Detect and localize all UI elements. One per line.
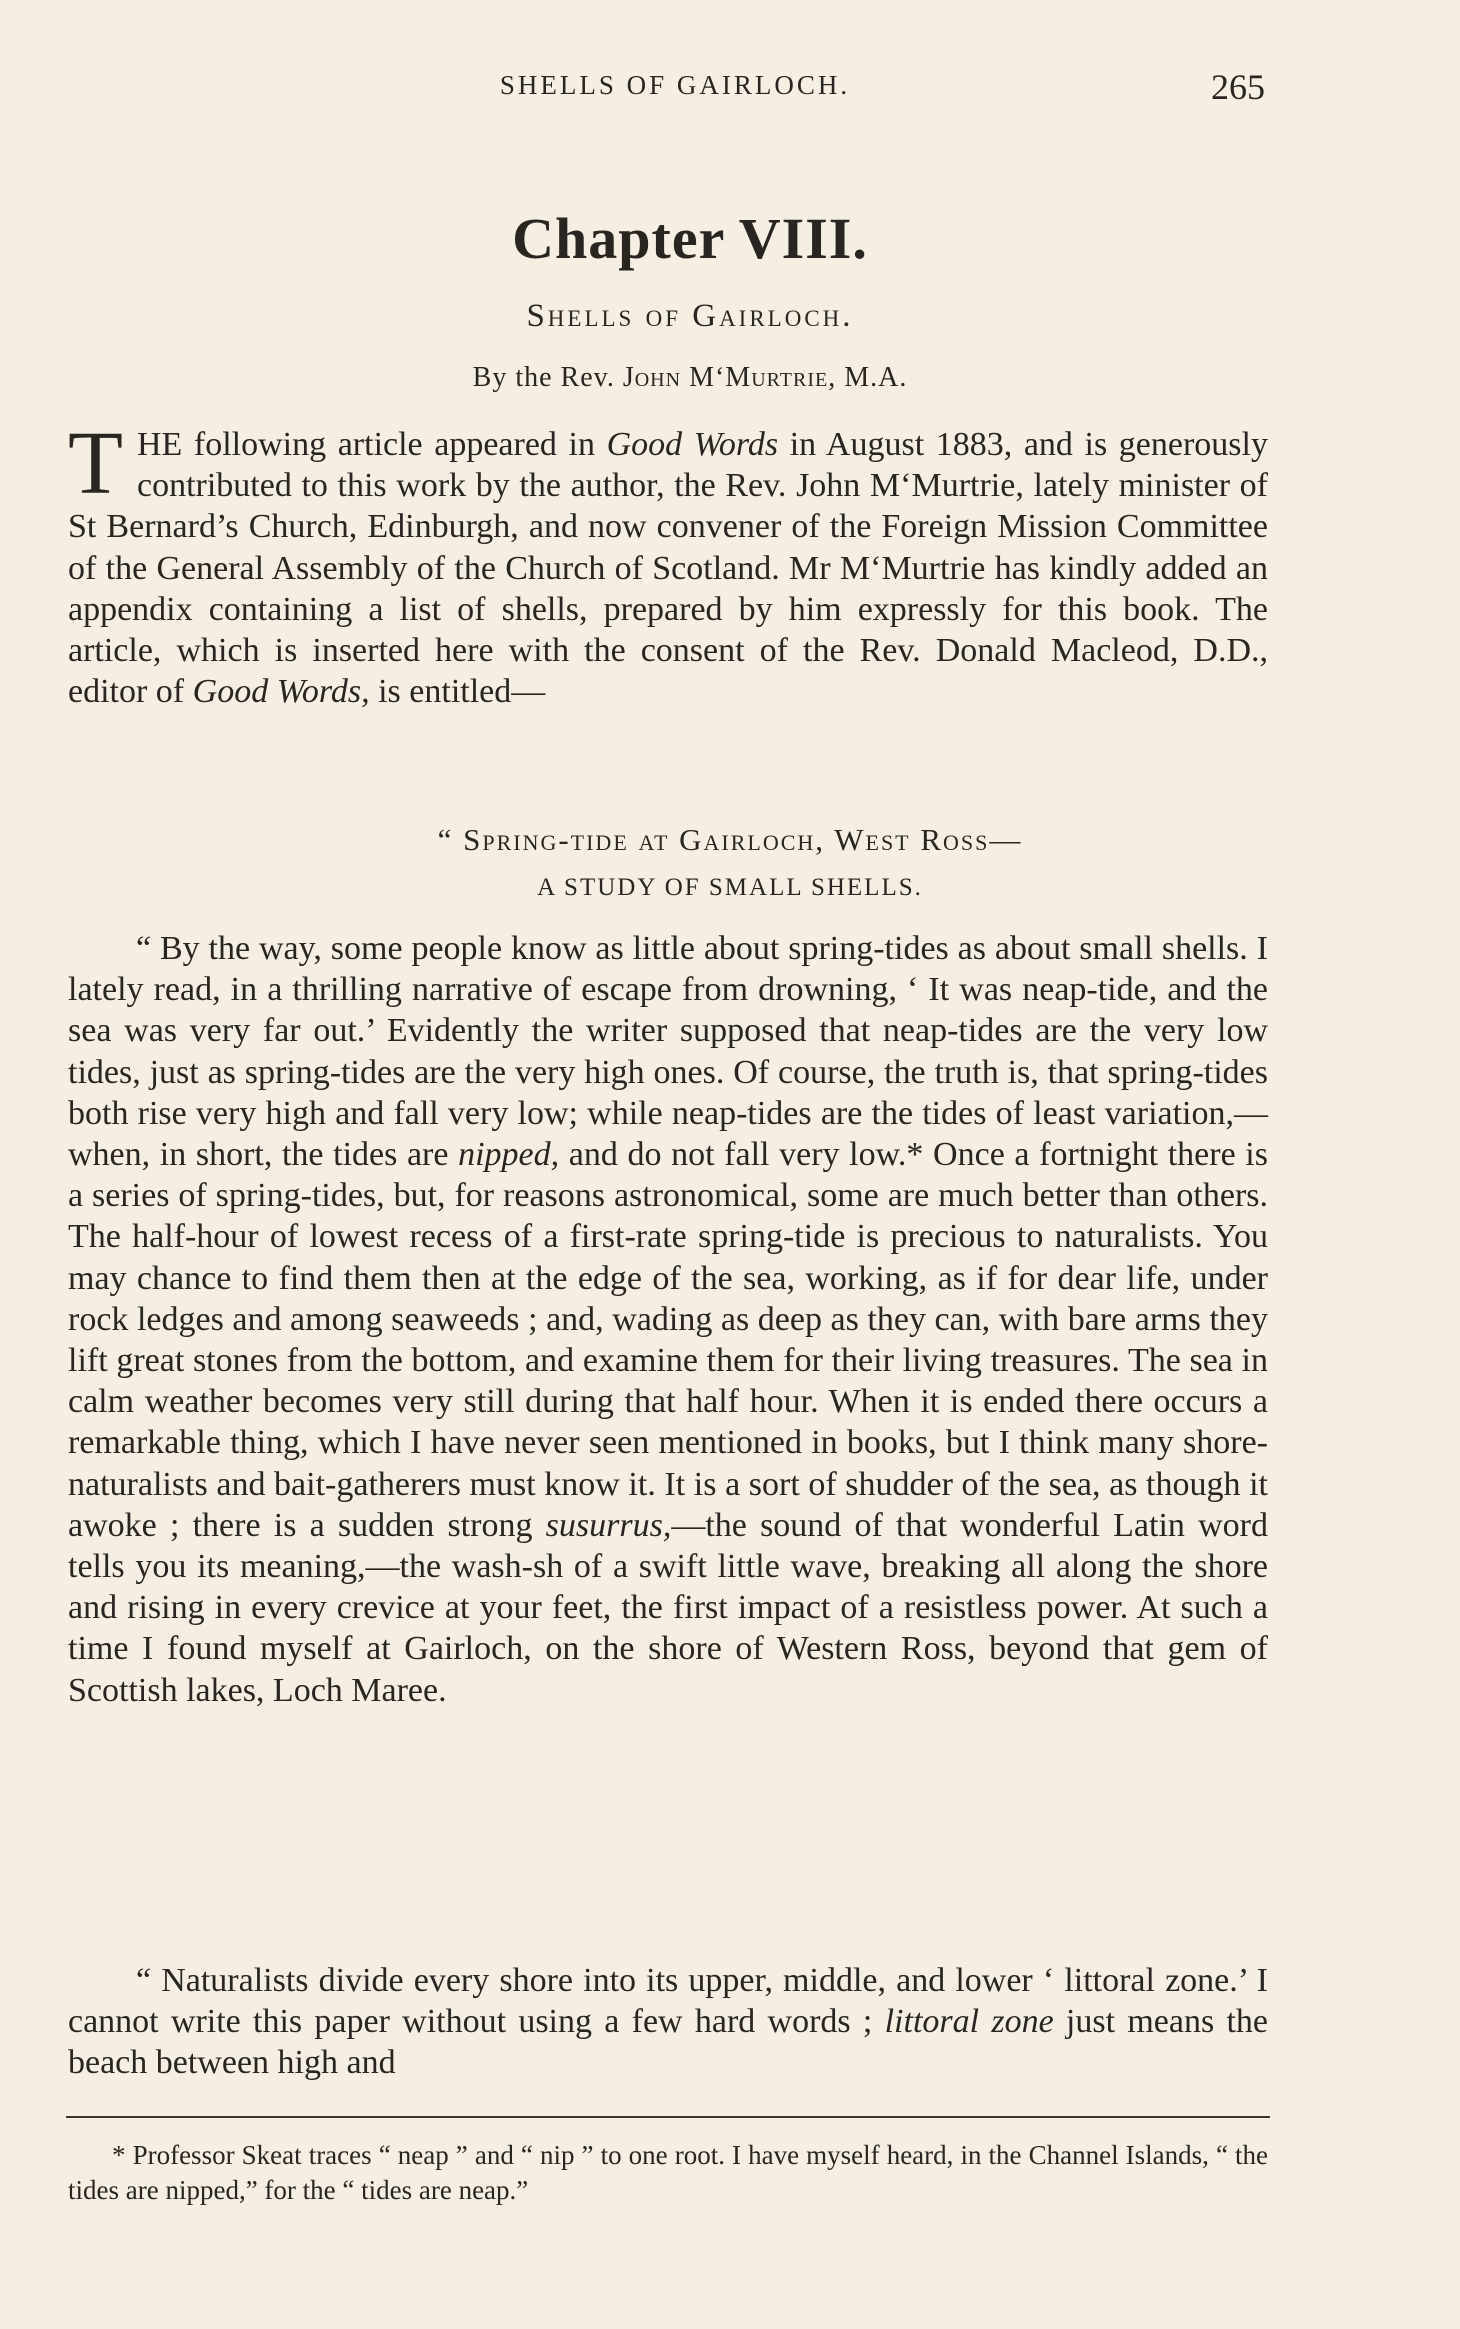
footnote [68, 2138, 1268, 2208]
paragraph-1-part-2: and do not fall very low.* Once a fortnight there is a series of spring-tides, but, for reasons astronomical, some are much better than others. The half-hour of lowest recess of a first-rate spring-tide is precious to naturalists. You may chance to find them then at the edge of the sea, working, as if for dear life, under rock ledges and among seaweeds ; and, wading as deep as they can, with bare arms they lift great stones from the bottom, and examine them for their living treasures. The sea in calm weather becomes very still during that half hour. When it is ended there occurs a remarkable thing, which I have never seen mentioned in books, but I think many shore-naturalists and bait-gatherers must know it. It is a sort of shudder of the sea, as though it awoke ; there is a sudden strong [68, 1136, 1268, 1544]
page-number: 265 [1211, 67, 1265, 107]
footnote-divider [66, 2116, 1270, 2118]
article-paragraph-2 [68, 1960, 1268, 2084]
paragraph-1-part-1: “ By the way, some people know as little about spring-tides as about small shells. I lately read, in a thrilling narrative of escape from drowning, ‘ It was neap-tide, and the sea was very far out.’ Evidently the writer supposed that neap-tides are the very low tides, just as spring-tides are the very high ones. Of course, the truth is, that spring-tides both rise very high and fall very low; while neap-tides are the tides of least variation,—when, in short, the tides are [68, 930, 1268, 1174]
footnote-marker: * [112, 2140, 126, 2170]
publication-title: Good Words, [192, 673, 370, 711]
italic-term: littoral zone [884, 2003, 1054, 2041]
paragraph-text [68, 1960, 1268, 2084]
intro-text-3: is entitled— [369, 673, 546, 711]
article-subtitle: A STUDY OF SMALL SHELLS. [537, 874, 923, 901]
italic-term: nipped, [458, 1136, 560, 1174]
page-header [0, 62, 1460, 112]
paragraph-text [68, 928, 1268, 1711]
byline-author: John M‘Murtrie, M.A. [622, 362, 908, 393]
footnote-text: Professor Skeat traces “ neap ” and “ nip ” to one root. I have myself heard, in the Channel Islands, “ the tides are nipped,” for the “ tides are neap.” [68, 2140, 1269, 2205]
byline [0, 362, 1380, 394]
paragraph-2-part-2: just means the beach between high and [68, 2003, 1268, 2082]
paragraph-2-part-1: “ Naturalists divide every shore into its upper, middle, and lower ‘ littoral zone.’ I cannot write this paper without using a few hard words ; [68, 1962, 1268, 2041]
byline-prefix: By the Rev. [472, 362, 615, 393]
chapter-title: Chapter VIII. [512, 206, 868, 271]
article-title: “ Spring-tide at Gairloch, West Ross— [437, 822, 1023, 857]
italic-term: susurrus, [545, 1506, 672, 1544]
article-paragraph-1 [68, 928, 1268, 1711]
intro-text-2: in August 1883, and is generously contributed to this work by the author, the Rev. John M‘Murtrie, lately minister of St Bernard’s Church, Edinburgh, and now convener of the Foreign Mission Committee of the General Assembly of the Church of Scotland. Mr M‘Murtrie has kindly added an appendix containing a list of shells, prepared by him expressly for this book. The article, which is inserted here with the consent of the Rev. Donald Macleod, D.D., editor of [68, 426, 1268, 711]
drop-cap: T [68, 414, 123, 513]
paragraph-1-part-3: —the sound of that wonderful Latin word tells you its meaning,—the wash-sh of a swift little wave, breaking all along the shore and rising in every crevice at your feet, the first impact of a resistless power. At such a time I found myself at Gairloch, on the shore of Western Ross, beyond that gem of Scottish lakes, Loch Maree. [68, 1506, 1268, 1709]
publication-title: Good Words [606, 426, 779, 463]
running-head: SHELLS OF GAIRLOCH. [499, 70, 851, 100]
intro-text-1: HE following article appeared in [136, 426, 607, 463]
intro-paragraph [68, 414, 1268, 712]
section-title: Shells of Gairloch. [526, 298, 854, 334]
